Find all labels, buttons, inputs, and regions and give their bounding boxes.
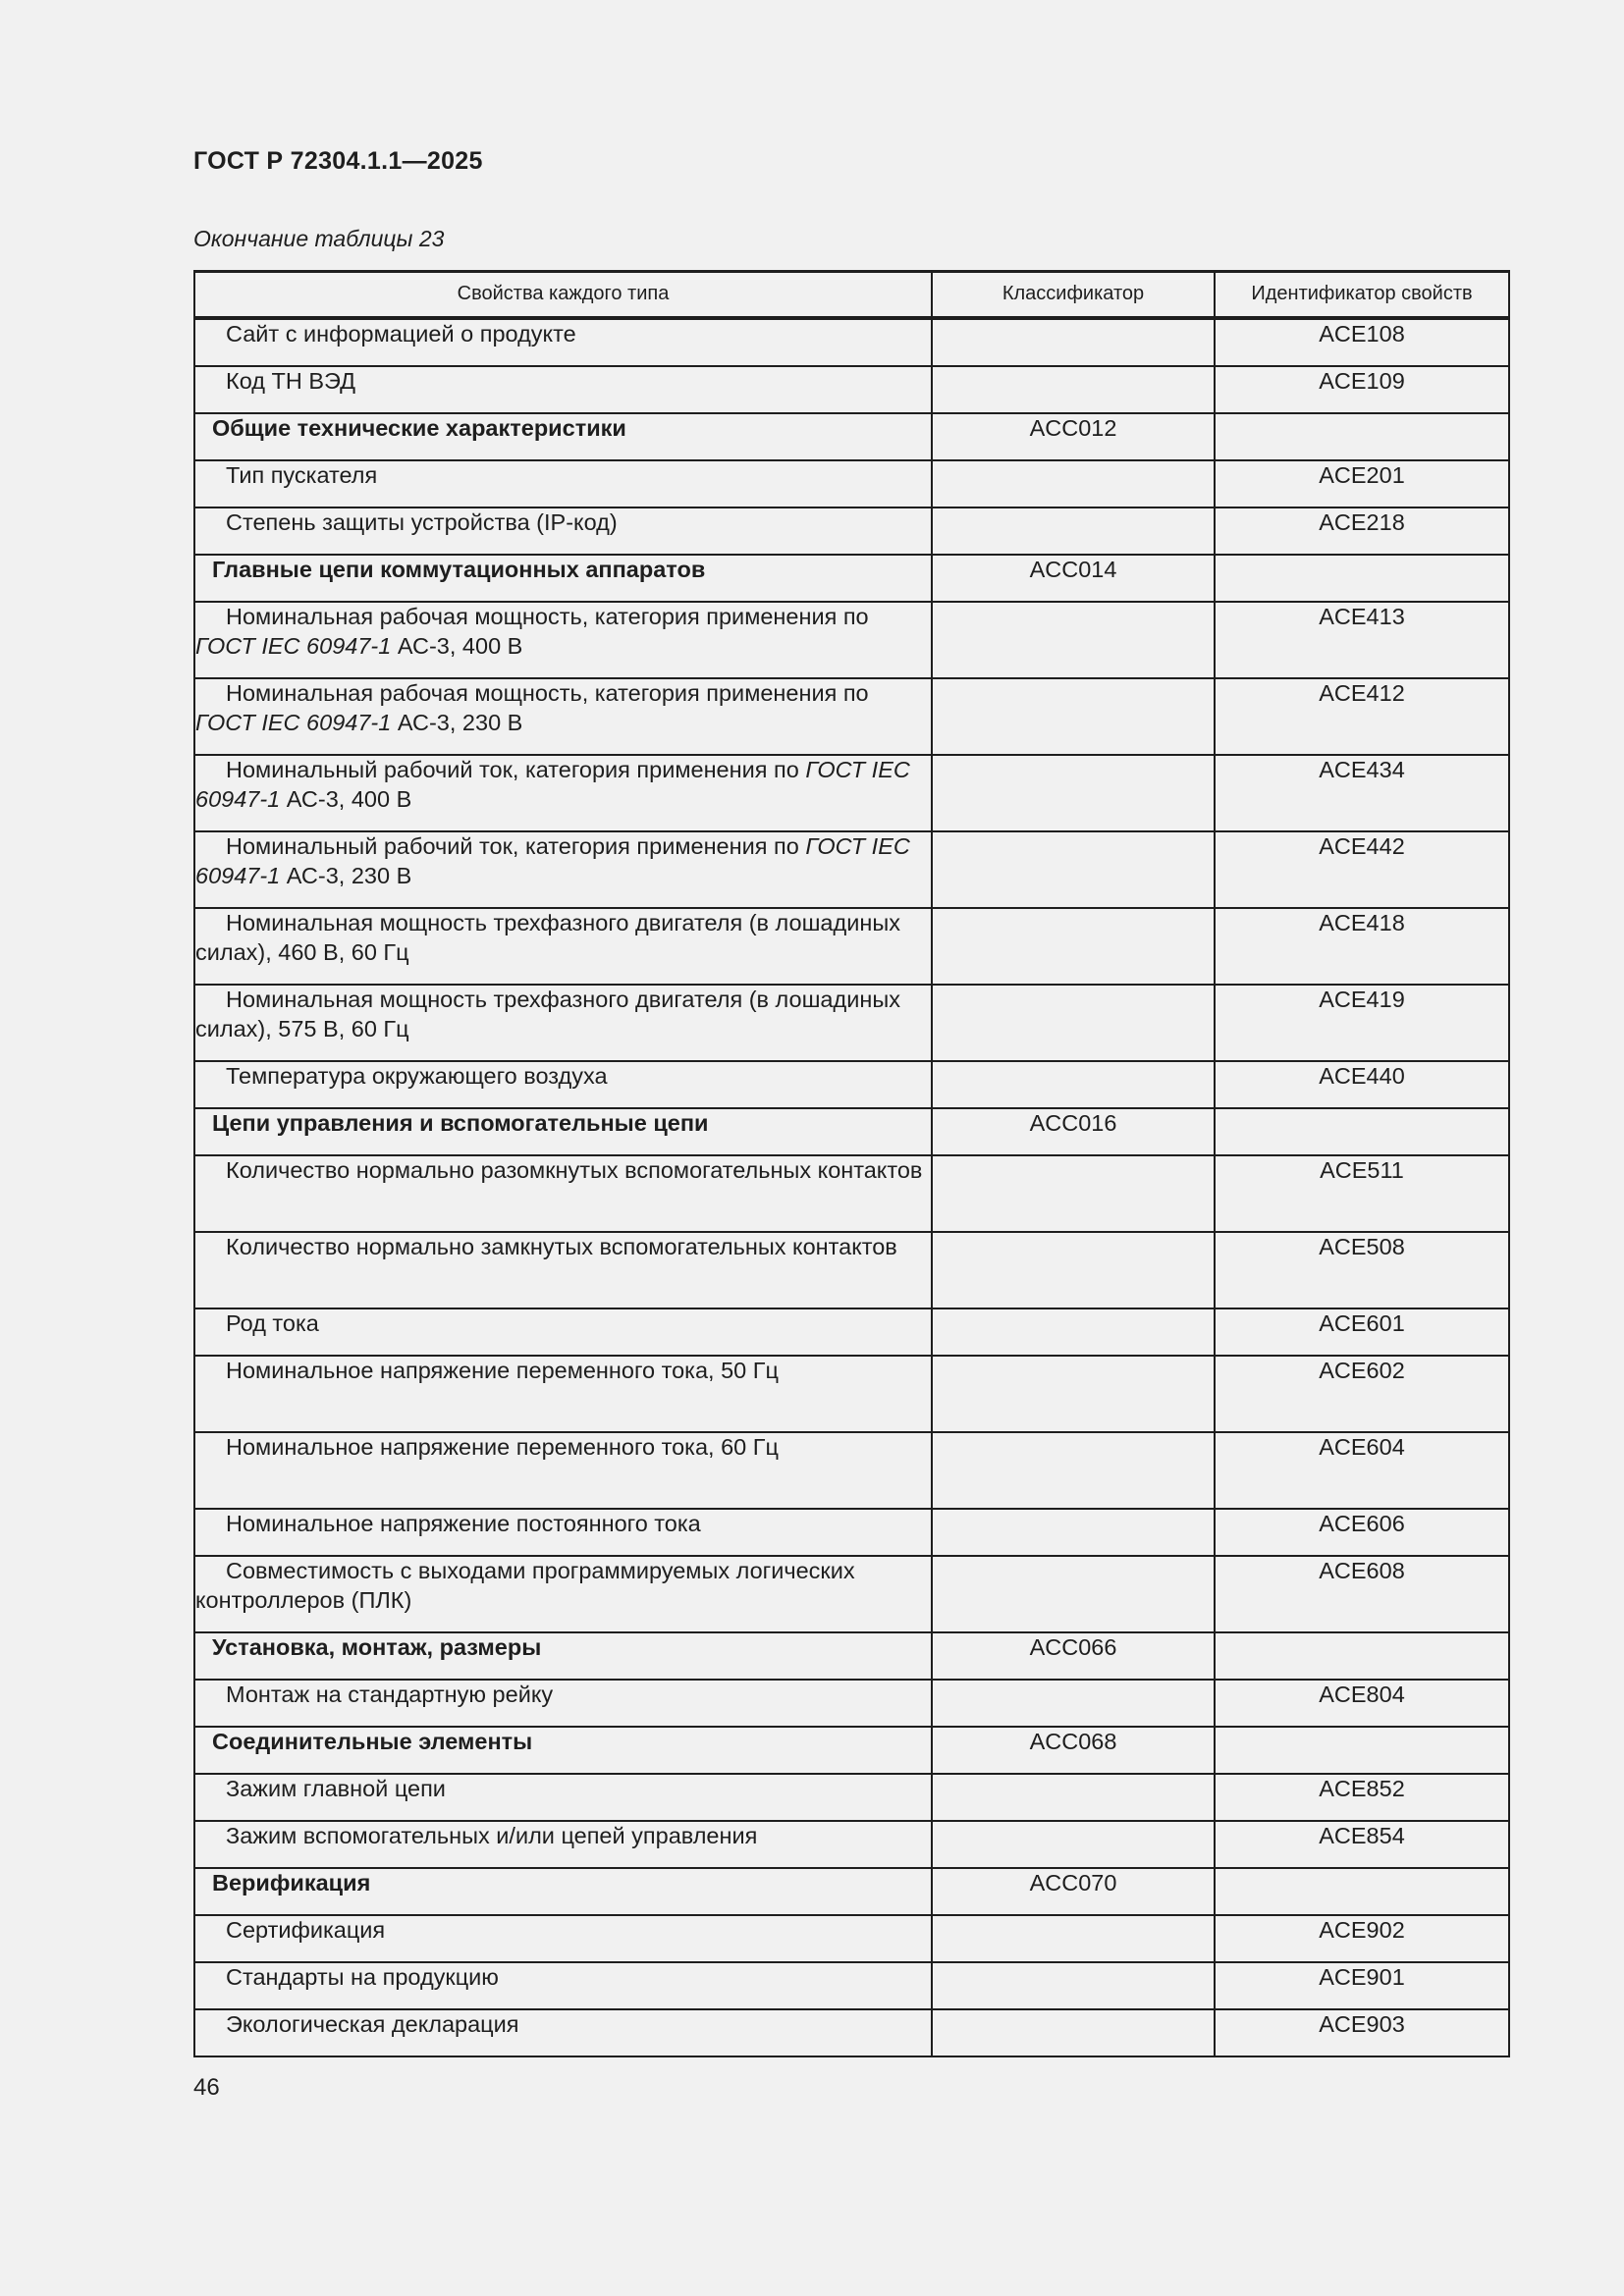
identifier-cell: ACE604 (1215, 1432, 1509, 1509)
table-row (194, 678, 1509, 755)
text-segment: АС-3, 230 В (280, 862, 412, 888)
property-cell (194, 366, 932, 413)
table-row (194, 460, 1509, 507)
classifier-cell (932, 1962, 1215, 2009)
property-name (195, 1233, 931, 1262)
standard-reference: ГОСТ IEC 60947-1 (195, 833, 910, 888)
classifier-cell (932, 1308, 1215, 1356)
text-segment: Номинальная мощность трехфазного двигателя (в лошадиных силах), 575 В, 60 Гц (195, 987, 900, 1041)
property-cell (194, 318, 932, 366)
identifier-cell: ACE440 (1215, 1061, 1509, 1108)
classifier-cell (932, 908, 1215, 985)
classifier-cell (932, 1432, 1215, 1509)
property-name (195, 832, 931, 890)
text-segment: Монтаж на стандартную рейку (226, 1682, 554, 1707)
identifier-cell: ACE903 (1215, 2009, 1509, 2056)
standard-reference: ГОСТ IEC 60947-1 (195, 757, 910, 812)
property-name (195, 1510, 931, 1539)
identifier-cell: ACE854 (1215, 1821, 1509, 1868)
table-group-row (194, 1727, 1509, 1774)
table-row (194, 1680, 1509, 1727)
property-cell (194, 908, 932, 985)
text-segment: Тип пускателя (226, 462, 378, 488)
text-segment: Верификация (212, 1870, 371, 1896)
identifier-cell (1215, 1632, 1509, 1680)
property-name (195, 1822, 931, 1851)
classifier-cell: ACC066 (932, 1632, 1215, 1680)
property-cell (194, 831, 932, 908)
text-segment: Номинальное напряжение постоянного тока (226, 1511, 701, 1536)
text-segment: Стандарты на продукцию (226, 1964, 499, 1990)
property-name (195, 679, 931, 737)
property-cell (194, 555, 932, 602)
text-segment: Номинальный рабочий ток, категория применения по (226, 757, 806, 782)
table-row (194, 985, 1509, 1061)
table-row (194, 318, 1509, 366)
classifier-cell (932, 602, 1215, 678)
identifier-cell: ACE606 (1215, 1509, 1509, 1556)
classifier-cell (932, 1356, 1215, 1432)
property-name (195, 1775, 931, 1804)
property-name (195, 1156, 931, 1186)
identifier-cell: ACE442 (1215, 831, 1509, 908)
property-cell (194, 1727, 932, 1774)
property-cell (194, 1155, 932, 1232)
table-row (194, 507, 1509, 555)
standard-reference: ГОСТ IEC 60947-1 (195, 632, 392, 659)
text-segment: Экологическая декларация (226, 2011, 519, 2037)
property-name (195, 320, 931, 349)
text-segment: Код ТН ВЭД (226, 368, 356, 394)
property-cell (194, 1232, 932, 1308)
table-group-row (194, 555, 1509, 602)
property-cell (194, 1962, 932, 2009)
table-row (194, 602, 1509, 678)
table-group-row (194, 1108, 1509, 1155)
classifier-cell: ACC012 (932, 413, 1215, 460)
identifier-cell: ACE608 (1215, 1556, 1509, 1632)
classifier-cell (932, 831, 1215, 908)
classifier-cell: ACC014 (932, 555, 1215, 602)
classifier-cell (932, 1821, 1215, 1868)
group-name (195, 414, 931, 444)
classifier-cell (932, 1556, 1215, 1632)
property-cell (194, 1356, 932, 1432)
identifier-cell: ACE419 (1215, 985, 1509, 1061)
table-row (194, 1915, 1509, 1962)
text-segment: Общие технические характеристики (212, 415, 626, 441)
identifier-cell (1215, 1727, 1509, 1774)
table-row (194, 1432, 1509, 1509)
text-segment: Сертификация (226, 1917, 386, 1943)
classifier-cell (932, 1774, 1215, 1821)
property-cell (194, 1308, 932, 1356)
property-cell (194, 1556, 932, 1632)
table-row (194, 1821, 1509, 1868)
property-cell (194, 985, 932, 1061)
group-name (195, 1728, 931, 1757)
identifier-cell: ACE109 (1215, 366, 1509, 413)
property-cell (194, 678, 932, 755)
identifier-cell (1215, 1868, 1509, 1915)
property-name (195, 461, 931, 491)
column-header-properties: Свойства каждого типа (194, 272, 932, 319)
property-name (195, 909, 931, 967)
identifier-cell (1215, 555, 1509, 602)
property-name (195, 1557, 931, 1615)
text-segment: Соединительные элементы (212, 1729, 533, 1754)
identifier-cell: ACE804 (1215, 1680, 1509, 1727)
identifier-cell: ACE434 (1215, 755, 1509, 831)
text-segment: АС-3, 400 В (280, 785, 412, 812)
identifier-cell: ACE852 (1215, 1774, 1509, 1821)
property-cell (194, 1632, 932, 1680)
property-name (195, 1916, 931, 1946)
property-cell (194, 1509, 932, 1556)
document-code: ГОСТ Р 72304.1.1—2025 (193, 147, 483, 175)
property-cell (194, 507, 932, 555)
table-group-row (194, 1868, 1509, 1915)
classifier-cell (932, 366, 1215, 413)
identifier-cell: ACE602 (1215, 1356, 1509, 1432)
identifier-cell: ACE511 (1215, 1155, 1509, 1232)
classifier-cell (932, 1155, 1215, 1232)
property-name (195, 603, 931, 661)
text-segment: Главные цепи коммутационных аппаратов (212, 557, 706, 582)
identifier-cell: ACE412 (1215, 678, 1509, 755)
identifier-cell: ACE108 (1215, 318, 1509, 366)
text-segment: Температура окружающего воздуха (226, 1063, 608, 1089)
table-row (194, 1155, 1509, 1232)
identifier-cell: ACE201 (1215, 460, 1509, 507)
property-name (195, 1433, 931, 1463)
table-row (194, 366, 1509, 413)
table-row (194, 1356, 1509, 1432)
classifier-cell (932, 1915, 1215, 1962)
property-cell (194, 1868, 932, 1915)
property-cell (194, 1061, 932, 1108)
text-segment: Номинальная рабочая мощность, категория применения по (226, 680, 869, 706)
table-row (194, 908, 1509, 985)
property-name (195, 756, 931, 814)
text-segment: Степень защиты устройства (IP-код) (226, 509, 618, 535)
classifier-cell (932, 318, 1215, 366)
table-row (194, 1774, 1509, 1821)
group-name (195, 1109, 931, 1139)
text-segment: Количество нормально разомкнутых вспомогательных контактов (226, 1157, 923, 1183)
text-segment: Установка, монтаж, размеры (212, 1634, 542, 1660)
property-cell (194, 1821, 932, 1868)
table-row (194, 755, 1509, 831)
text-segment: Номинальное напряжение переменного тока, 50 Гц (226, 1358, 779, 1383)
standard-reference: ГОСТ IEC 60947-1 (195, 709, 392, 735)
table-row (194, 1962, 1509, 2009)
property-cell (194, 602, 932, 678)
classifier-cell: ACC070 (932, 1868, 1215, 1915)
group-name (195, 556, 931, 585)
property-cell (194, 460, 932, 507)
property-name (195, 1963, 931, 1993)
property-name (195, 1357, 931, 1386)
property-cell (194, 1108, 932, 1155)
classifier-cell (932, 678, 1215, 755)
text-segment: АС-3, 230 В (391, 709, 523, 735)
table-header-row (194, 272, 1509, 319)
table-group-row (194, 1632, 1509, 1680)
property-name (195, 2010, 931, 2040)
group-name (195, 1633, 931, 1663)
text-segment: Количество нормально замкнутых вспомогательных контактов (226, 1234, 897, 1259)
text-segment: Номинальное напряжение переменного тока, 60 Гц (226, 1434, 779, 1460)
classifier-cell (932, 1680, 1215, 1727)
classifier-cell: ACC016 (932, 1108, 1215, 1155)
identifier-cell: ACE902 (1215, 1915, 1509, 1962)
text-segment: АС-3, 400 В (391, 632, 523, 659)
properties-table (193, 270, 1510, 2057)
identifier-cell: ACE508 (1215, 1232, 1509, 1308)
classifier-cell (932, 1061, 1215, 1108)
classifier-cell (932, 985, 1215, 1061)
column-header-identifier: Идентификатор свойств (1215, 272, 1509, 319)
identifier-cell: ACE413 (1215, 602, 1509, 678)
text-segment: Номинальная рабочая мощность, категория применения по (226, 604, 869, 629)
table-body (194, 318, 1509, 2056)
property-cell (194, 1432, 932, 1509)
column-header-classifier: Классификатор (932, 272, 1215, 319)
table-row (194, 2009, 1509, 2056)
classifier-cell (932, 2009, 1215, 2056)
text-segment: Сайт с информацией о продукте (226, 321, 576, 347)
identifier-cell: ACE418 (1215, 908, 1509, 985)
text-segment: Зажим главной цепи (226, 1776, 446, 1801)
classifier-cell: ACC068 (932, 1727, 1215, 1774)
property-cell (194, 1680, 932, 1727)
classifier-cell (932, 507, 1215, 555)
property-cell (194, 1774, 932, 1821)
property-cell (194, 2009, 932, 2056)
property-cell (194, 1915, 932, 1962)
table-row (194, 1232, 1509, 1308)
text-segment: Номинальная мощность трехфазного двигателя (в лошадиных силах), 460 В, 60 Гц (195, 910, 900, 965)
property-name (195, 986, 931, 1043)
table-row (194, 1308, 1509, 1356)
property-name (195, 1681, 931, 1710)
identifier-cell (1215, 413, 1509, 460)
identifier-cell: ACE218 (1215, 507, 1509, 555)
identifier-cell (1215, 1108, 1509, 1155)
group-name (195, 1869, 931, 1898)
classifier-cell (932, 755, 1215, 831)
text-segment: Род тока (226, 1310, 319, 1336)
table-caption: Окончание таблицы 23 (193, 226, 445, 251)
table-row (194, 1556, 1509, 1632)
property-cell (194, 755, 932, 831)
property-cell (194, 413, 932, 460)
identifier-cell: ACE901 (1215, 1962, 1509, 2009)
table-row (194, 1061, 1509, 1108)
page-number: 46 (193, 2074, 220, 2101)
property-name (195, 367, 931, 397)
text-segment: Совместимость с выходами программируемых логических контроллеров (ПЛК) (195, 1558, 855, 1613)
identifier-cell: ACE601 (1215, 1308, 1509, 1356)
text-segment: Цепи управления и вспомогательные цепи (212, 1110, 709, 1136)
classifier-cell (932, 1232, 1215, 1308)
classifier-cell (932, 1509, 1215, 1556)
classifier-cell (932, 460, 1215, 507)
text-segment: Зажим вспомогательных и/или цепей управления (226, 1823, 758, 1848)
property-name (195, 508, 931, 538)
table-row (194, 831, 1509, 908)
property-name (195, 1309, 931, 1339)
property-name (195, 1062, 931, 1092)
table-row (194, 1509, 1509, 1556)
table-group-row (194, 413, 1509, 460)
text-segment: Номинальный рабочий ток, категория применения по (226, 833, 806, 859)
